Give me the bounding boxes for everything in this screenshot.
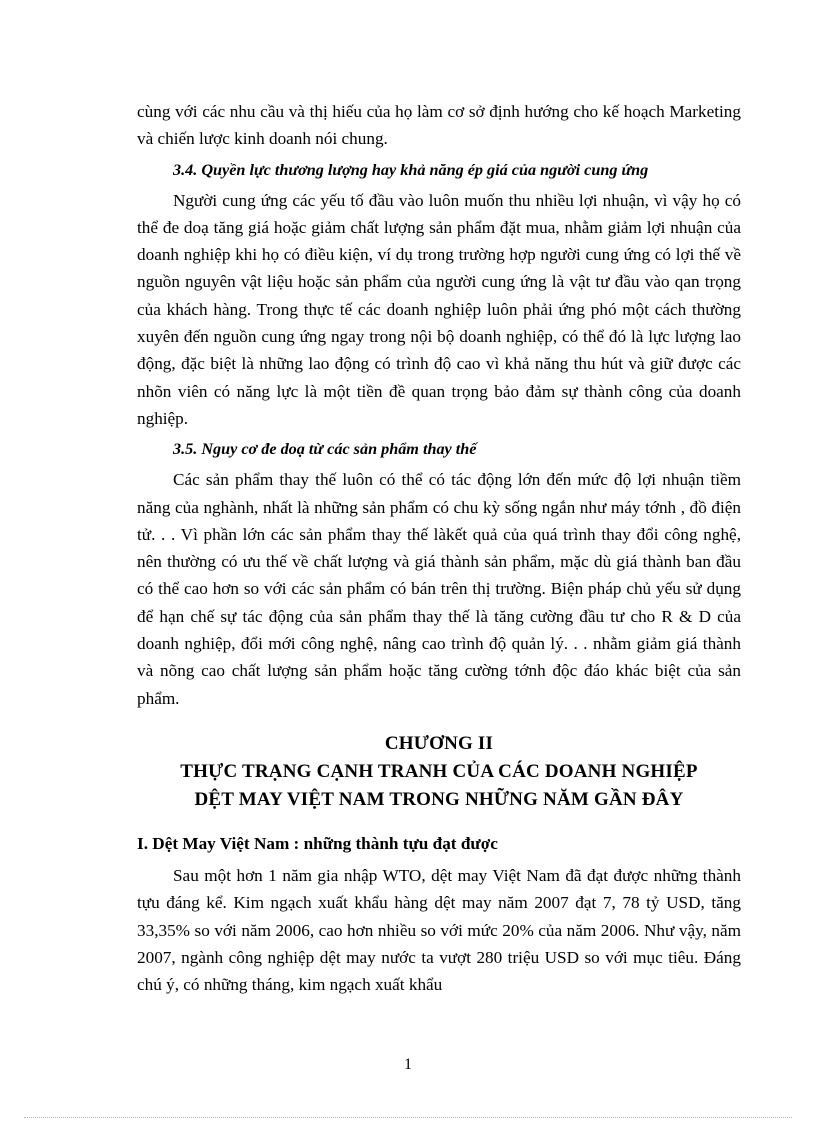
section-3-4-paragraph: Người cung ứng các yếu tố đầu vào luôn muốn thu nhiều lợi nhuận, vì vậy họ có thể đe doạ tăng giá hoặc giảm chất lượng sản phẩm đặt mua, nhằm giảm lợi nhuận của doanh nghiệp khi họ có điều kiện, ví dụ trong trường hợp người cung ứng có lợi thế về nguồn nguyên vật liệu hoặc sản phẩm của người cung ứng là vật tư đầu vào qan trọng của khách hàng. Trong thực tế các doanh nghiệp luôn phải ứng phó một cách thường xuyên đến nguồn cung ứng ngay trong nội bộ doanh nghiệp, có thể đó là lực lượng lao động, đặc biệt là những lao động có trình độ cao vì khả năng thu hút và giữ được các nhõn viên có năng lực là một tiền đề quan trọng bảo đảm sự thành công của doanh nghiệp.	[137, 190, 741, 428]
page-number: 1	[404, 1056, 412, 1073]
chapter-label: CHƯƠNG II	[384, 732, 494, 754]
chapter-title-line-1: THỰC TRẠNG CẠNH TRANH CỦA CÁC DOANH NGHIỆP	[180, 760, 698, 782]
section-I-heading: I. Dệt May Việt Nam : những thành tựu đạt được	[137, 833, 498, 853]
page-content	[137, 98, 741, 998]
section-3-5-heading: 3.5. Nguy cơ đe doạ từ các sản phẩm thay thế	[173, 440, 477, 459]
section-3-5-paragraph: Các sản phẩm thay thế luôn có thể có tác động lớn đến mức độ lợi nhuận tiềm năng của nghành, nhất là những sản phẩm có chu kỳ sống ngắn như máy tớnh , đồ điện tử. . . Vì phần lớn các sản phẩm thay thế làkết quả của quá trình thay đổi công nghệ, nên thường có ưu thế về chất lượng và giá thành sản phẩm, mặc dù giá thành ban đầu có thể cao hơn so với các sản phẩm có bán trên thị trường. Biện pháp chủ yếu sử dụng để hạn chế sự tác động của sản phẩm thay thế là tăng cường đầu tư cho R & D của doanh nghiệp, đổi mới công nghệ, nâng cao trình độ quản lý. . . nhằm giảm giá thành và nõng cao chất lượng sản phẩm hoặc tăng cường tớnh độc đáo khác biệt của sản phẩm.	[137, 470, 741, 708]
chapter-title-line-2: DỆT MAY VIỆT NAM TRONG NHỮNG NĂM GẦN ĐÂY	[194, 788, 684, 810]
continued-paragraph: cùng với các nhu cầu và thị hiếu của họ làm cơ sở định hướng cho kế hoạch Marketing và chiến lược kinh doanh nói chung.	[137, 102, 741, 149]
section-3-4-heading: 3.4. Quyền lực thương lượng hay khả năng ép giá của người cung ứng	[173, 160, 649, 179]
page-bottom-divider	[24, 1117, 792, 1118]
section-I-paragraph: Sau một hơn 1 năm gia nhập WTO, dệt may Việt Nam đã đạt được những thành tựu đáng kể. Kim ngạch xuất khẩu hàng dệt may năm 2007 đạt 7, 78 tỷ USD, tăng 33,35% so với năm 2006, cao hơn nhiều so với mức 20% của năm 2006. Như vậy, năm 2007, ngành công nghiệp dệt may nước ta vượt 280 triệu USD so với mục tiêu. Đáng chú ý, có những tháng, kim ngạch xuất khẩu	[137, 865, 741, 995]
